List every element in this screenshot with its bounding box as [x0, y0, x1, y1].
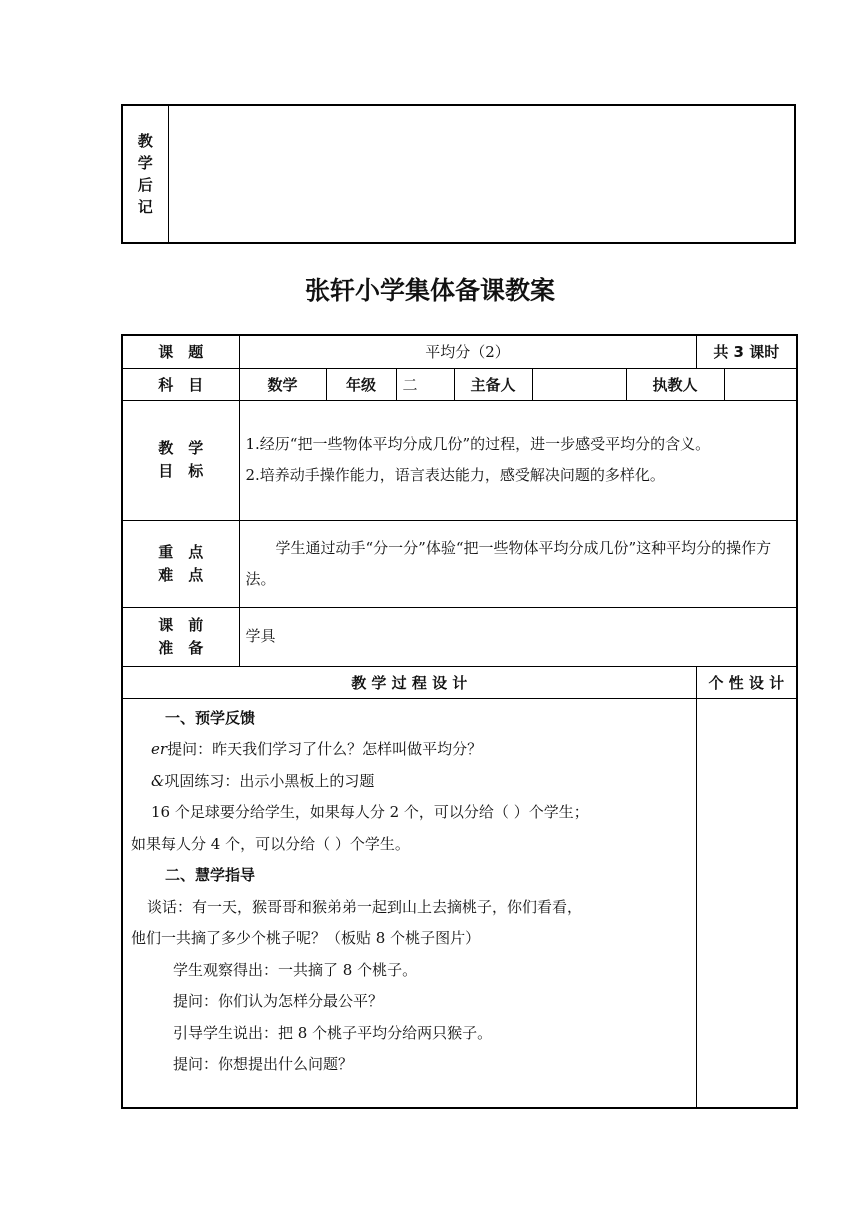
lesson-plan-table [121, 334, 798, 1109]
bullet-icon: er [151, 740, 168, 758]
process-line: 16 个足球要分给学生，如果每人分 2 个，可以分给（ ）个学生； [151, 803, 589, 821]
preparer-value [532, 368, 626, 400]
key-points-label [122, 520, 239, 607]
process-line: 他们一共摘了多少个桃子呢？（板贴 8 个桃子图片） [131, 929, 481, 947]
process-line-text: 巩固练习：出示小黑板上的习题 [164, 771, 375, 790]
process-line [131, 766, 692, 798]
teaching-notes-content [168, 105, 795, 243]
section-heading: 二、慧学指导 [165, 866, 256, 884]
teacher-label: 执教人 [626, 368, 724, 400]
process-line: 提问：你们认为怎样分最公平？ [173, 992, 384, 1010]
process-line [131, 734, 692, 766]
process-line: 提问：你想提出什么问题？ [173, 1055, 354, 1073]
goals-label-line: 目 标 [158, 462, 204, 480]
prep-label-line: 课 前 [158, 615, 204, 634]
topic-value: 平均分（2） [239, 335, 696, 368]
notes-label-char: 后 [137, 176, 153, 194]
key-label-line: 重 点 [158, 542, 204, 561]
subject-label: 科 目 [122, 368, 239, 400]
goals-label-line: 教 学 [158, 439, 204, 457]
goal-item: 1.经历“把一些物体平均分成几份”的过程，进一步感受平均分的含义。 [245, 434, 711, 453]
preparation-content [239, 607, 797, 666]
ampersand-icon: & [151, 771, 165, 790]
process-line-text: 提问：昨天我们学习了什么？怎样叫做平均分？ [167, 740, 483, 758]
goals-label [122, 400, 239, 520]
prep-label-line: 准 备 [158, 638, 204, 657]
section-heading: 一、预学反馈 [165, 708, 256, 727]
periods-value: 共 3 课时 [696, 335, 797, 368]
grade-label: 年级 [326, 368, 396, 400]
notes-label-char: 记 [137, 198, 153, 216]
personal-design-header: 个 性 设 计 [696, 666, 797, 698]
process-content [122, 698, 696, 1108]
teacher-value [724, 368, 797, 400]
process-line: 谈话：有一天，猴哥哥和猴弟弟一起到山上去摘桃子，你们看看， [147, 897, 583, 916]
goal-item: 2.培养动手操作能力，语言表达能力，感受解决问题的多样化。 [245, 465, 665, 484]
key-points-text: 学生通过动手“分一分”体验“把一些物体平均分成几份”这种平均分的操作方法。 [245, 538, 772, 588]
process-line: 引导学生说出：把 8 个桃子平均分给两只猴子。 [173, 1023, 493, 1042]
teaching-notes-label [122, 105, 168, 243]
document-title: 张轩小学集体备课教案 [304, 276, 555, 305]
process-header: 教 学 过 程 设 计 [122, 666, 696, 698]
key-points-content [239, 520, 797, 607]
key-label-line: 难 点 [158, 565, 204, 584]
process-line: 如果每人分 4 个，可以分给（ ）个学生。 [131, 834, 410, 853]
teaching-notes-table [121, 104, 796, 244]
goals-content [239, 400, 797, 520]
preparation-text: 学具 [245, 627, 276, 645]
subject-value: 数学 [239, 368, 326, 400]
topic-label: 课 题 [122, 335, 239, 368]
personal-design-content [696, 698, 797, 1108]
preparation-label [122, 607, 239, 666]
notes-label-char: 学 [137, 154, 153, 172]
grade-value: 二 [396, 368, 454, 400]
preparer-label: 主备人 [454, 368, 532, 400]
process-line: 学生观察得出：一共摘了 8 个桃子。 [173, 960, 418, 979]
notes-label-char: 教 [137, 132, 153, 150]
